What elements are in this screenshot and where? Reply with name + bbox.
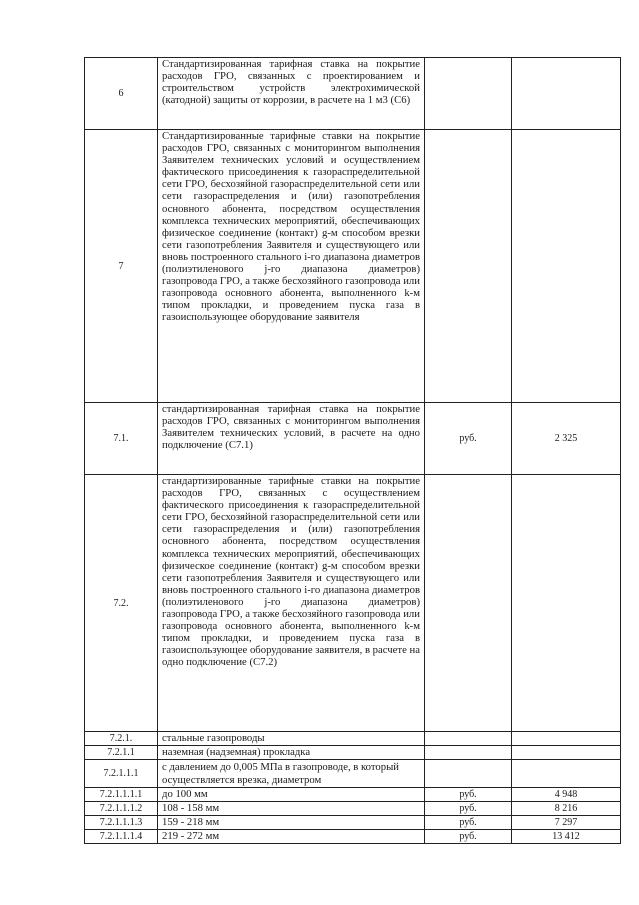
row-unit <box>425 130 512 403</box>
row-unit <box>425 475 512 732</box>
row-value <box>512 475 621 732</box>
row-description: стандартизированные тарифные ставки на покрытие расходов ГРО, связанных с осуществлением фактического присоединения к газораспределительной сети ГРО, бесхозяйной газораспределительной сети или сети газораспределения и (или) газопотребления основного абонента, посредством осуществления комплекса технических мероприятий, обеспечивающих физическое соединение (контакт) g-м способом врезки сети газопотребления Заявителя и существующего или вновь построенного стального i-го диапазона диаметров (полиэтиленового j-го диапазона диаметров) газопровода ГРО, а также бесхозяйного газопровода или газопровода основного абонента, выполненного k-м типом прокладки, и проведением пуска газа в газоиспользующее оборудование заявителя, в расчете на одно подключение (С7.2) <box>158 475 425 732</box>
row-value: 8 216 <box>512 802 621 816</box>
tariff-table <box>84 57 621 844</box>
table-row <box>85 403 621 475</box>
row-description: 219 - 272 мм <box>158 830 425 844</box>
row-number: 7.1. <box>85 403 158 475</box>
row-number: 7 <box>85 130 158 403</box>
row-unit <box>425 760 512 788</box>
row-number: 7.2.1.1.1.1 <box>85 788 158 802</box>
row-description: Стандартизированные тарифные ставки на покрытие расходов ГРО, связанных с мониторингом выполнения Заявителем технических условий и осуществлением фактического присоединения к газораспределительной сети ГРО, бесхозяйной газораспределительной сети или сети газораспределения и (или) газопотребления основного абонента, посредством осуществления комплекса технических мероприятий, обеспечивающих физическое соединение (контакт) g-м способом врезки сети газопотребления Заявителя и существующего или вновь построенного стального i-го диапазона диаметров (полиэтиленового j-го диапазона диаметров) газопровода ГРО, а также бесхозяйного газопровода или газопровода основного абонента, выполненного k-м типом прокладки, и проведением пуска газа в газоиспользующее оборудование заявителя <box>158 130 425 403</box>
table-row <box>85 732 621 746</box>
table-row <box>85 830 621 844</box>
row-number: 7.2.1.1.1 <box>85 760 158 788</box>
row-value <box>512 746 621 760</box>
row-description: стандартизированная тарифная ставка на покрытие расходов ГРО, связанных с мониторингом выполнения Заявителем технических условий, в расчете на одно подключение (С7.1) <box>158 403 425 475</box>
row-value <box>512 130 621 403</box>
table-row <box>85 746 621 760</box>
row-value <box>512 760 621 788</box>
row-description: 108 - 158 мм <box>158 802 425 816</box>
row-value: 13 412 <box>512 830 621 844</box>
row-description: наземная (надземная) прокладка <box>158 746 425 760</box>
row-description: 159 - 218 мм <box>158 816 425 830</box>
row-value: 4 948 <box>512 788 621 802</box>
table-row <box>85 58 621 130</box>
row-unit: руб. <box>425 802 512 816</box>
row-unit: руб. <box>425 788 512 802</box>
row-unit <box>425 732 512 746</box>
row-description: с давлением до 0,005 МПа в газопроводе, в который осуществляется врезка, диаметром <box>158 760 425 788</box>
row-value <box>512 732 621 746</box>
table-row <box>85 475 621 732</box>
row-unit <box>425 58 512 130</box>
row-number: 6 <box>85 58 158 130</box>
table-row <box>85 760 621 788</box>
table-row <box>85 802 621 816</box>
table-row <box>85 788 621 802</box>
row-value <box>512 58 621 130</box>
row-unit: руб. <box>425 403 512 475</box>
row-unit: руб. <box>425 830 512 844</box>
row-description: до 100 мм <box>158 788 425 802</box>
row-unit <box>425 746 512 760</box>
row-number: 7.2.1.1.1.4 <box>85 830 158 844</box>
row-value: 7 297 <box>512 816 621 830</box>
row-description: стальные газопроводы <box>158 732 425 746</box>
row-number: 7.2.1.1 <box>85 746 158 760</box>
table-row <box>85 816 621 830</box>
table-row <box>85 130 621 403</box>
row-description: Стандартизированная тарифная ставка на покрытие расходов ГРО, связанных с проектированием и строительством устройств электрохимической (катодной) защиты от коррозии, в расчете на 1 м3 (С6) <box>158 58 425 130</box>
row-number: 7.2.1.1.1.3 <box>85 816 158 830</box>
row-number: 7.2. <box>85 475 158 732</box>
row-number: 7.2.1. <box>85 732 158 746</box>
row-unit: руб. <box>425 816 512 830</box>
row-number: 7.2.1.1.1.2 <box>85 802 158 816</box>
row-value: 2 325 <box>512 403 621 475</box>
